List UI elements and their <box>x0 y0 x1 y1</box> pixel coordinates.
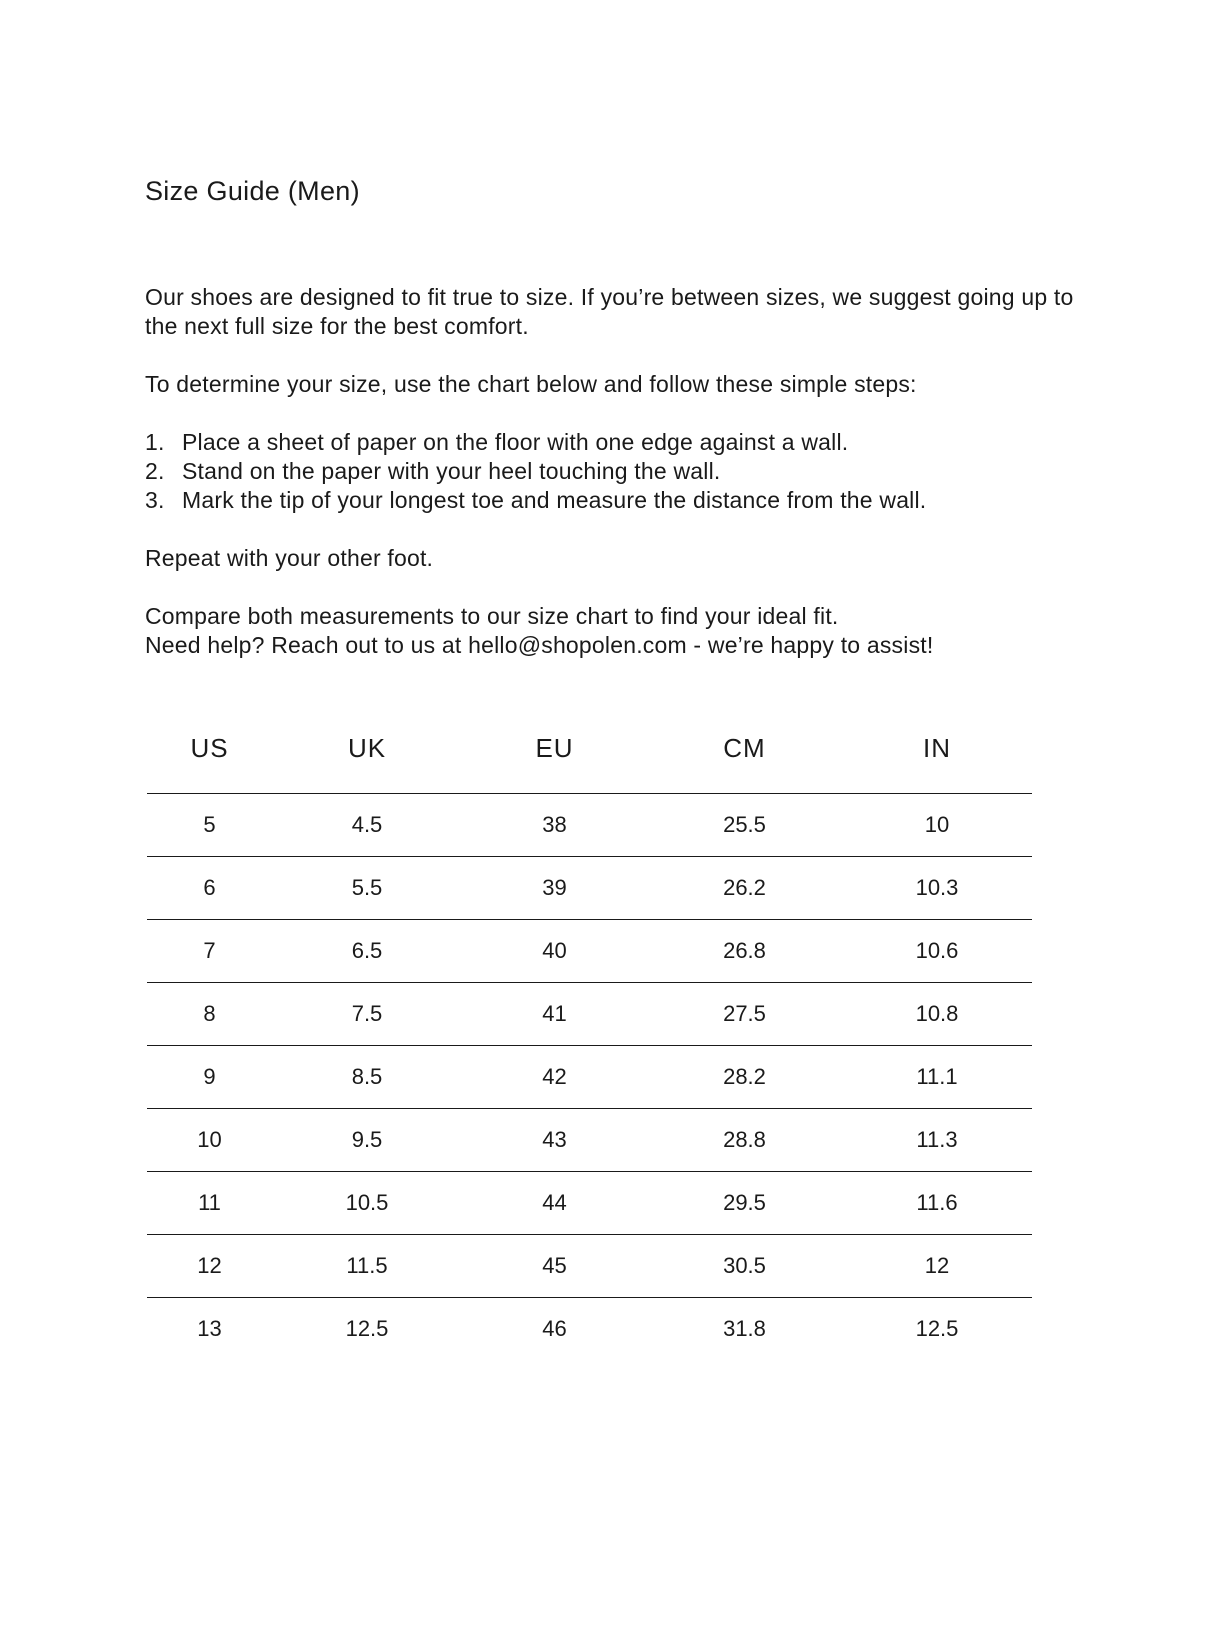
cell-cm: 26.8 <box>647 920 842 983</box>
cell-us: 12 <box>147 1235 272 1298</box>
table-body <box>147 794 1032 1361</box>
cell-cm: 30.5 <box>647 1235 842 1298</box>
table-row <box>147 983 1032 1046</box>
step-number: 3. <box>145 487 165 513</box>
header-uk: UK <box>272 723 462 794</box>
compare-note: Compare both measurements to our size chart to find your ideal fit. <box>145 603 839 629</box>
cell-us: 13 <box>197 1316 222 1341</box>
cell-uk: 11.5 <box>272 1235 462 1298</box>
cell-uk: 6.5 <box>272 920 462 983</box>
size-guide-intro <box>145 283 1095 689</box>
cell-us: 9 <box>147 1046 272 1109</box>
step-text: Place a sheet of paper on the floor with one edge against a wall. <box>182 429 849 455</box>
cell-in: 10 <box>842 794 1032 857</box>
cell-cm: 26.2 <box>647 857 842 920</box>
cell-us: 11 <box>147 1172 272 1235</box>
compare-block <box>145 602 1095 660</box>
cell-eu: 38 <box>462 794 647 857</box>
help-note: Need help? Reach out to us at hello@shopolen.com - we’re happy to assist! <box>145 632 934 658</box>
cell-uk: 8.5 <box>272 1046 462 1109</box>
table-row <box>147 1235 1032 1298</box>
header-eu: EU <box>462 723 647 794</box>
fit-note: Our shoes are designed to fit true to size. If you’re between sizes, we suggest going up to the next full size for the best comfort. <box>145 284 1074 339</box>
cell-in: 12 <box>842 1235 1032 1298</box>
table-row <box>147 1172 1032 1235</box>
table-row <box>147 920 1032 983</box>
cell-us: 5 <box>147 794 272 857</box>
measure-steps <box>145 428 1095 515</box>
step-item <box>145 457 1095 486</box>
table-row <box>147 1109 1032 1172</box>
cell-uk: 10.5 <box>272 1172 462 1235</box>
cell-eu: 43 <box>462 1109 647 1172</box>
cell-in: 10.6 <box>842 920 1032 983</box>
step-number: 2. <box>145 458 165 484</box>
cell-cm: 28.2 <box>647 1046 842 1109</box>
step-text: Mark the tip of your longest toe and measure the distance from the wall. <box>182 487 927 513</box>
step-text: Stand on the paper with your heel touching the wall. <box>182 458 721 484</box>
cell-in: 12.5 <box>915 1316 959 1341</box>
cell-cm: 29.5 <box>647 1172 842 1235</box>
cell-cm: 27.5 <box>647 983 842 1046</box>
page-title: Size Guide (Men) <box>145 176 360 206</box>
cell-us: 7 <box>147 920 272 983</box>
header-cm: CM <box>647 723 842 794</box>
cell-in: 10.8 <box>842 983 1032 1046</box>
cell-uk: 7.5 <box>272 983 462 1046</box>
cell-uk: 9.5 <box>272 1109 462 1172</box>
instructions-text: To determine your size, use the chart below and follow these simple steps: <box>145 371 917 397</box>
table-row <box>147 794 1032 857</box>
cell-eu: 44 <box>462 1172 647 1235</box>
cell-eu: 41 <box>462 983 647 1046</box>
size-chart-table <box>147 723 1032 1360</box>
cell-uk: 4.5 <box>272 794 462 857</box>
cell-us: 6 <box>147 857 272 920</box>
header-in: IN <box>842 723 1032 794</box>
cell-eu: 39 <box>462 857 647 920</box>
repeat-note: Repeat with your other foot. <box>145 545 434 571</box>
cell-eu: 40 <box>462 920 647 983</box>
table-row <box>147 857 1032 920</box>
table-row <box>147 1298 1032 1361</box>
cell-cm: 25.5 <box>647 794 842 857</box>
cell-eu: 42 <box>462 1046 647 1109</box>
step-item <box>145 486 1095 515</box>
cell-in: 11.1 <box>842 1046 1032 1109</box>
cell-cm: 28.8 <box>647 1109 842 1172</box>
step-item <box>145 428 1095 457</box>
table-row <box>147 1046 1032 1109</box>
table-header <box>147 723 1032 794</box>
step-number: 1. <box>145 429 165 455</box>
cell-eu: 46 <box>542 1316 567 1341</box>
cell-us: 8 <box>147 983 272 1046</box>
cell-cm: 31.8 <box>723 1316 766 1341</box>
cell-eu: 45 <box>462 1235 647 1298</box>
cell-uk: 5.5 <box>272 857 462 920</box>
cell-us: 10 <box>147 1109 272 1172</box>
cell-in: 11.3 <box>842 1109 1032 1172</box>
cell-in: 10.3 <box>842 857 1032 920</box>
cell-in: 11.6 <box>842 1172 1032 1235</box>
cell-uk: 12.5 <box>345 1316 389 1341</box>
header-us: US <box>147 723 272 794</box>
header-row <box>147 723 1032 794</box>
